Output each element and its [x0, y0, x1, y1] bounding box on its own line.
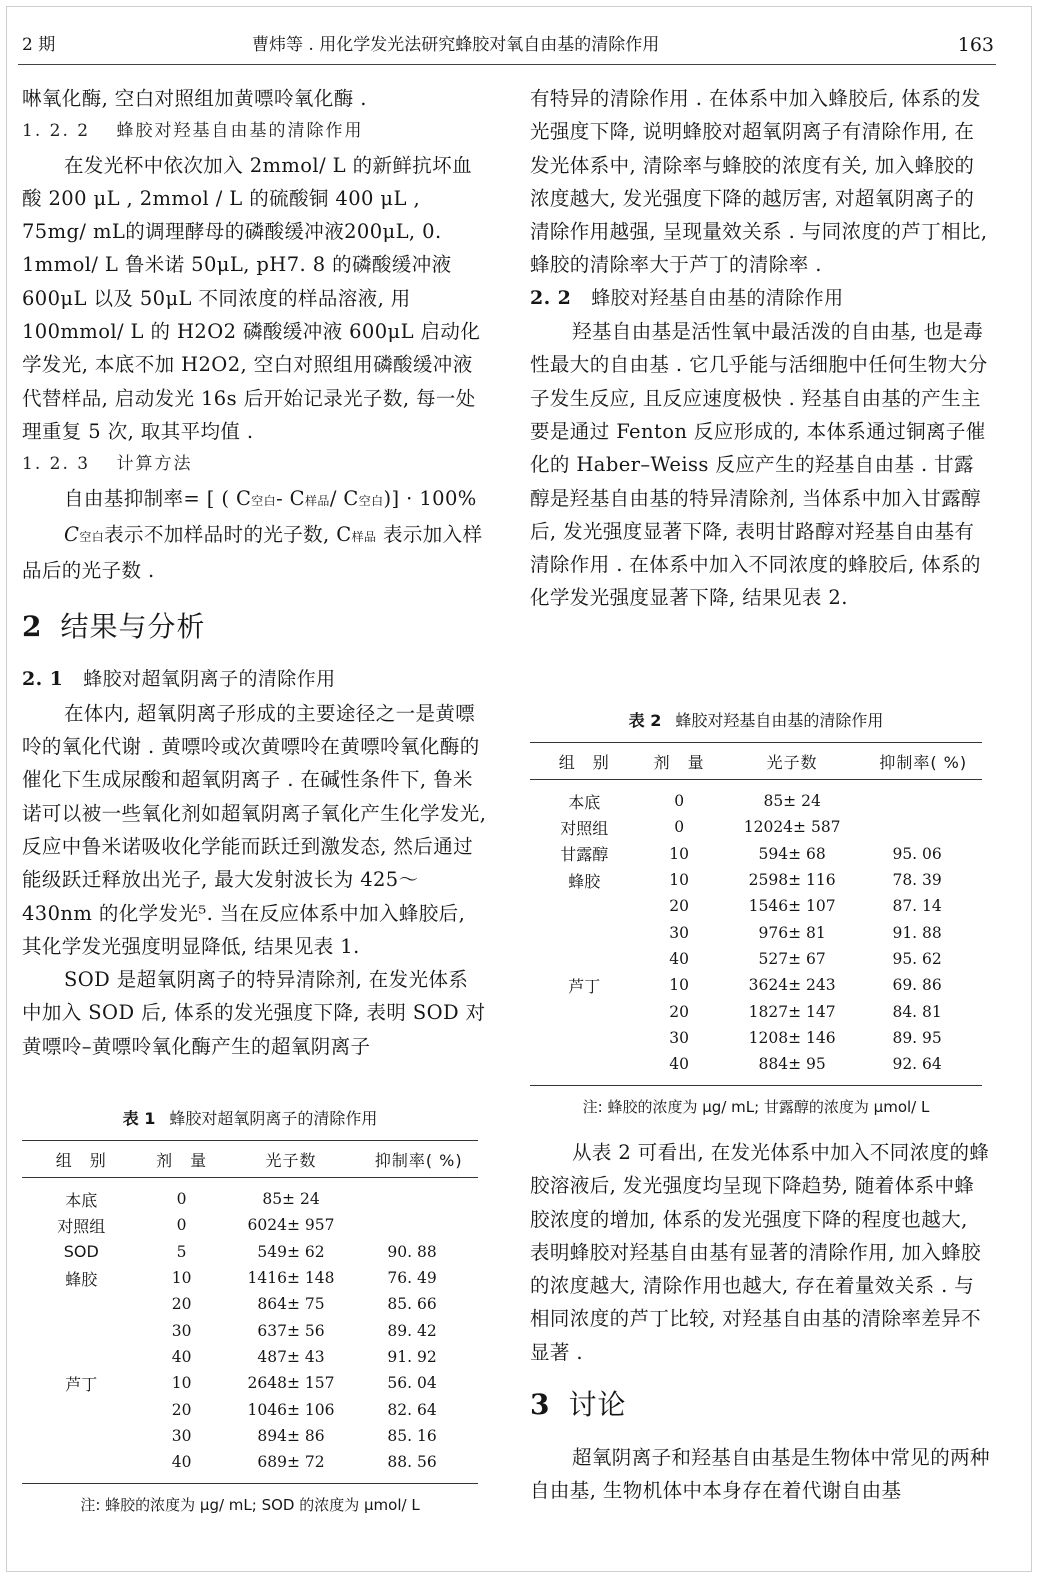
- col-header-dose: 剂 量: [653, 752, 705, 772]
- cell-group: [530, 946, 638, 972]
- cell-inhibition: [864, 814, 982, 840]
- col-header-inhibition: 抑制率( %): [374, 1150, 463, 1170]
- cell-group: [22, 1344, 141, 1370]
- cell-dose: 20: [171, 1295, 192, 1314]
- section-heading-1-2-2: 1. 2. 2 蜂胶对羟基自由基的清除作用: [22, 121, 364, 142]
- cell-group: [22, 1317, 141, 1343]
- cell-inhibition: 88. 56: [387, 1453, 437, 1472]
- cell-photons: 1827± 147: [748, 1002, 836, 1021]
- cell-group: 本底: [65, 1190, 98, 1210]
- section-heading-2-1: 2. 1 蜂胶对超氧阴离子的清除作用: [22, 668, 336, 691]
- cell-photons: 6024± 957: [247, 1216, 335, 1235]
- cell-dose: 40: [171, 1453, 192, 1472]
- col-header-dose: 剂 量: [156, 1150, 208, 1170]
- cell-group: [530, 998, 638, 1024]
- cell-dose: 20: [669, 897, 690, 916]
- paragraph-superoxide: 在体内, 超氧阴离子形成的主要途径之一是黄嘌呤的氧化代谢 . 黄嘌呤或次黄嘌呤在黄嘌呤氧化酶的催化下生成尿酸和超氧阴离子 . 在碱性条件下, 鲁米诺可以被一些氧化剂如超氧阴离子氧化产生化学发光, 反应中鲁米诺吸收化学能而跃迁到激发态, 然后通过能级跃迁释放出光子, 最大发射波长为 425～430nm 的化学发光⁵. 当在反应体系中加入蜂胶后, 其化学发光强度明显降低, 结果见表 1.: [22, 701, 487, 958]
- cell-dose: 0: [176, 1216, 187, 1235]
- cell-dose: 20: [171, 1400, 192, 1419]
- cell-inhibition: 76. 49: [387, 1269, 437, 1288]
- issue-label: 2 期: [22, 35, 56, 55]
- paragraph-table-2-discussion: 从表 2 可看出, 在发光体系中加入不同浓度的蜂胶溶液后, 发光强度均呈现下降趋势, 随着体系中蜂胶浓度的增加, 体系的发光强度下降的程度也越大, 表明蜂胶对羟基自由基有显著的清除作用, 加入蜂胶的浓度越大, 清除作用也越大, 存在着量效关系 . 与相同浓度的芦丁比较, 对羟基自由基的清除率差异不显著 .: [530, 1141, 990, 1364]
- table-row: [22, 1178, 478, 1213]
- cell-dose: 10: [669, 976, 690, 995]
- table-1-note: 注: 蜂胶的浓度为 μg/ mL; SOD 的浓度为 μmol/ L: [80, 1496, 420, 1515]
- cell-photons: 549± 62: [257, 1242, 325, 1261]
- cell-dose: 30: [171, 1321, 192, 1340]
- cell-dose: 30: [669, 923, 690, 942]
- cell-dose: 40: [669, 949, 690, 968]
- header-rule: [18, 64, 996, 65]
- cell-inhibition: [359, 1212, 478, 1238]
- cell-photons: 12024± 587: [743, 818, 841, 837]
- cell-photons: 864± 75: [257, 1295, 325, 1314]
- cell-group: [22, 1423, 141, 1449]
- paragraph-sod: SOD 是超氧阴离子的特异清除剂, 在发光体系中加入 SOD 后, 体系的发光强度下降, 表明 SOD 对黄嘌呤–黄嘌呤氧化酶产生的超氧阴离子: [22, 968, 486, 1058]
- cell-dose: 5: [176, 1242, 187, 1261]
- cell-photons: 3624± 243: [748, 976, 836, 995]
- cell-photons: 637± 56: [257, 1321, 325, 1340]
- table-2-note: 注: 蜂胶的浓度为 μg/ mL; 甘露醇的浓度为 μmol/ L: [582, 1098, 930, 1117]
- page-number: 163: [957, 34, 994, 56]
- cell-group: [22, 1449, 141, 1484]
- cell-dose: 10: [669, 844, 690, 863]
- cell-group: [530, 919, 638, 945]
- cell-inhibition: 82. 64: [387, 1400, 437, 1419]
- table-row: [22, 1317, 478, 1343]
- cell-group: 芦丁: [65, 1374, 98, 1394]
- paragraph-method-hydroxyl: 在发光杯中依次加入 2mmol/ L 的新鲜抗坏血酸 200 μL , 2mmol / L 的硫酸铜 400 μL , 75mg/ mL的调理酵母的磷酸缓冲液200μL, 0. 1mmol/ L 鲁米诺 50μL, pH7. 8 的磷酸缓冲液 600μL 以及 50μL 不同浓度的样品溶液, 用 100mmol/ L 的 H2O2 磷酸缓冲液 600μL 启动化学发光, 本底不加 H2O2, 空白对照组用磷酸缓冲液代替样品, 启动发光 16s 后开始记录光子数, 每一处理重复 5 次, 取其平均值 .: [22, 153, 481, 443]
- cell-dose: 10: [669, 871, 690, 890]
- table-row: [22, 1370, 478, 1396]
- cell-inhibition: 84. 81: [892, 1002, 942, 1021]
- cell-dose: 10: [171, 1374, 192, 1393]
- table-row: [530, 1025, 982, 1051]
- table-row: [530, 1051, 982, 1086]
- cell-photons: 2598± 116: [748, 871, 836, 890]
- running-title: 曹炜等 . 用化学发光法研究蜂胶对氧自由基的清除作用: [252, 35, 660, 55]
- cell-photons: 85± 24: [763, 792, 821, 811]
- table-header-row: [22, 1141, 478, 1178]
- cell-inhibition: 56. 04: [387, 1374, 437, 1393]
- left-column: [22, 82, 488, 1063]
- col-header-photons: 光子数: [766, 752, 818, 772]
- table-row: [530, 998, 982, 1024]
- cell-group: 蜂胶: [65, 1269, 98, 1289]
- paragraph-hydroxyl: 羟基自由基是活性氧中最活泼的自由基, 也是毒性最大的自由基 . 它几乎能与活细胞中任何生物大分子发生反应, 且反应速度极快 . 羟基自由基的产生主要是通过 Fenton 反应形成的, 本体系通过铜离子催化的 Haber–Weiss 反应产生的羟基自由基 . 甘露醇是羟基自由基的特异清除剂, 当体系中加入甘露醇后, 发光强度显著下降, 表明甘路醇对羟基自由基有清除作用 . 在体系中加入不同浓度的蜂胶后, 体系的化学发光强度显著下降, 结果见表 2.: [530, 320, 988, 610]
- cell-photons: 2648± 157: [247, 1374, 335, 1393]
- formula-explanation: C空白表示不加样品时的光子数, C样品 表示加入样品后的光子数 .: [22, 522, 483, 583]
- table-row: [530, 867, 982, 893]
- cell-inhibition: 85. 66: [387, 1295, 437, 1314]
- table-row: [530, 893, 982, 919]
- table-1-grid: [22, 1140, 478, 1484]
- cell-group: [530, 1025, 638, 1051]
- table-row: [22, 1291, 478, 1317]
- cell-inhibition: 85. 16: [387, 1426, 437, 1445]
- cell-inhibition: 90. 88: [387, 1242, 437, 1261]
- cell-photons: 689± 72: [257, 1453, 325, 1472]
- section-heading-3: 3 讨论: [530, 1388, 627, 1422]
- table-row: [530, 841, 982, 867]
- cell-group: 芦丁: [568, 976, 601, 996]
- cell-inhibition: 87. 14: [892, 897, 942, 916]
- paragraph-superoxide-cont: 有特异的清除作用 . 在体系中加入蜂胶后, 体系的发光强度下降, 说明蜂胶对超氧阴离子有清除作用, 在发光体系中, 清除率与蜂胶的浓度有关, 加入蜂胶的浓度越大, 发光强度下降的越厉害, 对超氧阴离子的清除作用越强, 呈现量效关系 . 与同浓度的芦丁相比, 蜂胶的清除率大于芦丁的清除率 .: [530, 87, 988, 277]
- cell-photons: 487± 43: [257, 1347, 325, 1366]
- cell-group: [22, 1396, 141, 1422]
- table-1: [22, 1108, 478, 1515]
- right-column: [530, 82, 992, 615]
- cell-photons: 594± 68: [758, 844, 826, 863]
- table-row: [22, 1239, 478, 1265]
- cell-dose: 30: [171, 1426, 192, 1445]
- cell-photons: 894± 86: [257, 1426, 325, 1445]
- cell-inhibition: 91. 88: [892, 923, 942, 942]
- cell-group: [530, 1051, 638, 1086]
- section-heading-2: 2 结果与分析: [22, 610, 206, 644]
- inhibition-formula: 自由基抑制率= [ ( C空白- C样品/ C空白)] · 100%: [64, 486, 477, 510]
- paragraph-discussion: 超氧阴离子和羟基自由基是生物体中常见的两种自由基, 生物机体中本身存在着代谢自由基: [530, 1446, 990, 1503]
- cell-inhibition: 89. 42: [387, 1321, 437, 1340]
- cell-photons: 527± 67: [758, 949, 826, 968]
- cell-inhibition: 92. 64: [892, 1055, 942, 1074]
- cell-dose: 0: [674, 792, 685, 811]
- cell-photons: 85± 24: [262, 1190, 320, 1209]
- table-row: [22, 1449, 478, 1484]
- cell-photons: 1046± 106: [247, 1400, 335, 1419]
- table-row: [22, 1423, 478, 1449]
- cell-photons: 1208± 146: [748, 1028, 836, 1047]
- cell-dose: 10: [171, 1269, 192, 1288]
- cell-photons: 884± 95: [758, 1055, 826, 1074]
- section-heading-1-2-3: 1. 2. 3 计算方法: [22, 454, 193, 475]
- cell-inhibition: [864, 780, 982, 815]
- cell-inhibition: 95. 06: [892, 844, 942, 863]
- cell-inhibition: 78. 39: [892, 871, 942, 890]
- cell-group: SOD: [63, 1242, 99, 1262]
- col-header-group: 组 别: [55, 1150, 107, 1170]
- table-2: [530, 710, 982, 1117]
- cell-inhibition: [359, 1178, 478, 1213]
- table-row: [530, 972, 982, 998]
- table-row: [22, 1212, 478, 1238]
- cell-group: 本底: [568, 792, 601, 812]
- cell-inhibition: 95. 62: [892, 949, 942, 968]
- cell-group: 甘露醇: [560, 845, 609, 865]
- col-header-group: 组 别: [558, 752, 610, 772]
- cell-dose: 0: [176, 1190, 187, 1209]
- col-header-inhibition: 抑制率( %): [879, 752, 968, 772]
- table-row: [530, 946, 982, 972]
- table-2-grid: [530, 742, 982, 1086]
- cell-group: 对照组: [57, 1216, 106, 1236]
- paragraph-continued: 啉氧化酶, 空白对照组加黄嘌呤氧化酶 .: [22, 87, 367, 110]
- cell-group: [22, 1291, 141, 1317]
- table-row: [22, 1344, 478, 1370]
- table-row: [530, 919, 982, 945]
- cell-group: [530, 893, 638, 919]
- cell-photons: 1416± 148: [247, 1269, 335, 1288]
- cell-inhibition: 69. 86: [892, 976, 942, 995]
- cell-group: 对照组: [560, 818, 609, 838]
- table-row: [530, 780, 982, 815]
- table-1-caption: 表 1 蜂胶对超氧阴离子的清除作用: [122, 1109, 378, 1128]
- cell-inhibition: 91. 92: [387, 1347, 437, 1366]
- table-row: [530, 814, 982, 840]
- cell-inhibition: 89. 95: [892, 1028, 942, 1047]
- table-row: [22, 1396, 478, 1422]
- cell-dose: 40: [669, 1055, 690, 1074]
- cell-photons: 976± 81: [758, 923, 826, 942]
- cell-photons: 1546± 107: [748, 897, 836, 916]
- col-header-photons: 光子数: [265, 1150, 317, 1170]
- cell-dose: 0: [674, 818, 685, 837]
- cell-group: 蜂胶: [568, 871, 601, 891]
- right-column-lower: [530, 1136, 992, 1508]
- table-2-caption: 表 2 蜂胶对羟基自由基的清除作用: [628, 711, 884, 730]
- section-heading-2-2: 2. 2 蜂胶对羟基自由基的清除作用: [530, 286, 844, 309]
- running-header: [22, 30, 994, 60]
- table-row: [22, 1265, 478, 1291]
- cell-dose: 20: [669, 1002, 690, 1021]
- cell-dose: 30: [669, 1028, 690, 1047]
- table-header-row: [530, 743, 982, 780]
- cell-dose: 40: [171, 1347, 192, 1366]
